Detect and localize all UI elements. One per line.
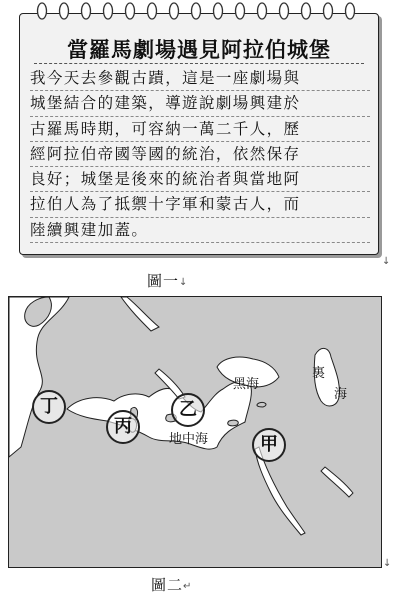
figure1-caption xyxy=(147,270,188,291)
marker-ding: 丁 xyxy=(32,390,66,424)
mediterranean-map xyxy=(8,296,382,568)
notepad-body xyxy=(30,66,370,243)
marker-jia: 甲 xyxy=(252,428,286,462)
mediterranean-sea-shape xyxy=(67,382,251,449)
body-line: 古羅馬時期，可容納一萬二千人，歷 xyxy=(30,117,370,142)
notepad-card xyxy=(19,13,379,255)
caption-return-mark: ↵ xyxy=(183,581,193,592)
spiral-rings xyxy=(20,2,378,22)
body-line: 良好；城堡是後來的統治者與當地阿 xyxy=(30,167,370,192)
body-line: 經阿拉伯帝國等國的統治，依然保存 xyxy=(30,142,370,167)
figure2-caption xyxy=(151,574,192,595)
caption-arrow-mark: ↓ xyxy=(179,277,189,288)
body-line: 城堡結合的建築，導遊說劇場興建於 xyxy=(30,91,370,116)
crete-shape xyxy=(228,420,239,426)
title-divider xyxy=(34,63,364,64)
baltic-sea-shape xyxy=(121,297,159,331)
cyprus-shape xyxy=(257,402,266,407)
figure1-caption-text: 圖一 xyxy=(147,272,180,290)
figure2-caption-text: 圖二 xyxy=(151,576,184,594)
label-black-sea: 黑海 xyxy=(233,377,260,392)
notepad-title: 當羅馬劇場遇見阿拉伯城堡 xyxy=(67,37,331,62)
body-line: 我今天去參觀古蹟，這是一座劇場與 xyxy=(30,66,370,91)
label-caspian-sea-2: 海 xyxy=(334,387,348,402)
paragraph-arrow-mark: ↓ xyxy=(382,256,391,267)
paragraph-arrow-mark: ↓ xyxy=(383,558,392,569)
body-line: 拉伯人為了抵禦十字軍和蒙古人，而 xyxy=(30,192,370,217)
body-line: 陸續興建加蓋。 xyxy=(30,218,370,243)
marker-bing: 丙 xyxy=(106,410,140,444)
label-mediterranean: 地中海 xyxy=(169,432,209,447)
label-caspian-sea-1: 裏 xyxy=(312,366,326,381)
marker-yi: 乙 xyxy=(171,393,205,427)
persian-gulf-shape xyxy=(321,467,353,497)
